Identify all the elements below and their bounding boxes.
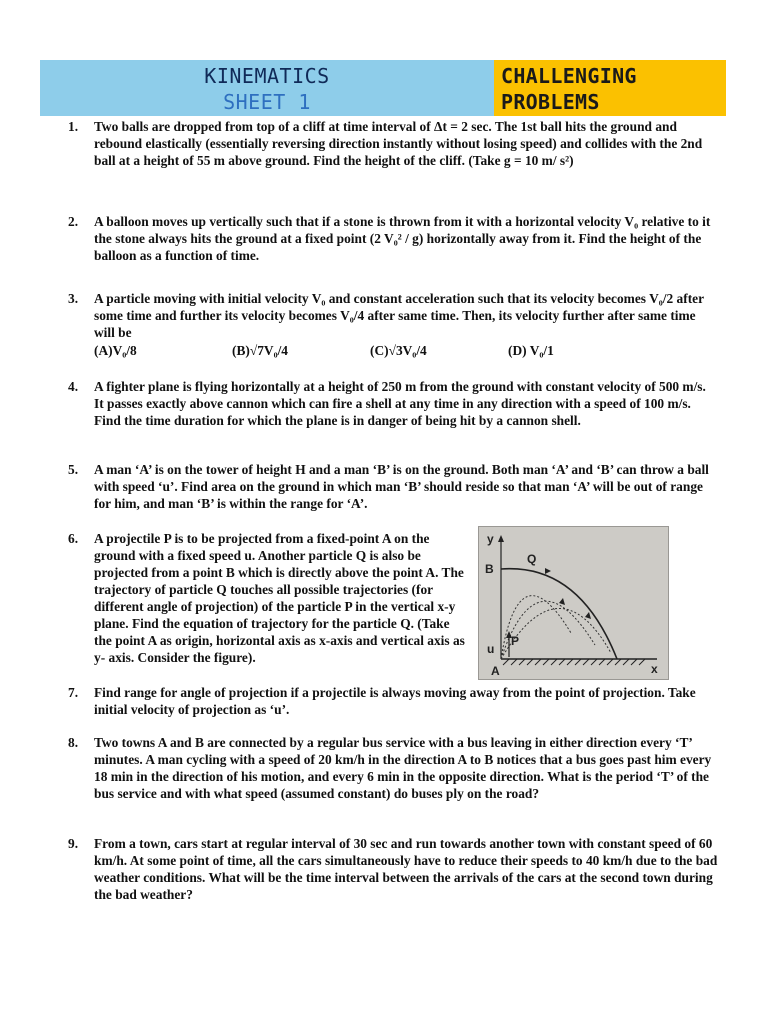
question-6 (68, 530, 468, 666)
question-text: From a town, cars start at regular interval of 30 sec and run towards another town with constant speed of 60 km/h. At some point of time, all the cars simultaneously have to reduce their speeds to 40 km/h due to the bad weather conditions. What will be the time interval between the arrivals of the cars at the second town during the bad weather? (94, 836, 718, 902)
question-number: 7. (68, 685, 79, 700)
question-text: Two towns A and B are connected by a regular bus service with a bus leaving in either direction every ‘T’ minutes. A man cycling with a speed of 20 km/h in the direction A to B notices that a bus goes past him every 18 min in the direction of his motion, and every 6 min in the opposite direction. What is the period ‘T’ of the bus service and with what speed (assumed constant) do buses ply on the road? (94, 735, 712, 801)
question-text: Two balls are dropped from top of a cliff at time interval of Δt = 2 sec. The 1st ball hits the ground and rebound elastically (essentially reversing direction instantly without losing speed) and collides with the 2nd ball at a height of 55 m above ground. Find the height of the cliff. (Take g = 10 m/ s²) (94, 119, 703, 168)
sheet-number: SHEET 1 (223, 90, 311, 114)
label-q: Q (527, 552, 537, 566)
y-axis-arrow (498, 535, 504, 542)
arrow-marker (559, 598, 565, 605)
question-number: 6. (68, 531, 79, 546)
topic-title: KINEMATICS (204, 64, 330, 88)
category-banner (494, 60, 726, 116)
question-text: Find range for angle of projection if a projectile is always moving away from the point of projection. Take initial velocity of projection as ‘u’. (94, 685, 696, 717)
trajectory-p-1 (501, 596, 571, 659)
label-y: y (487, 532, 494, 546)
label-x: x (651, 662, 658, 676)
question-3 (68, 290, 718, 359)
question-number: 9. (68, 836, 79, 851)
question-1 (68, 118, 718, 169)
option-d: (D) V₀/1 (508, 343, 554, 358)
label-b: B (485, 562, 494, 576)
question-5 (68, 461, 718, 512)
question-8 (68, 734, 718, 802)
projectile-figure (478, 526, 669, 680)
ground-hatching (503, 659, 645, 665)
question-2 (68, 213, 718, 264)
question-number: 5. (68, 462, 79, 477)
category-line-2: PROBLEMS (501, 90, 600, 114)
question-number: 2. (68, 214, 79, 229)
question-number: 1. (68, 119, 79, 134)
topic-banner (40, 60, 494, 116)
option-b: (B)√7V₀/4 (232, 343, 288, 358)
question-number: 3. (68, 291, 79, 306)
question-text: A balloon moves up vertically such that if a stone is thrown from it with a horizontal velocity V₀ relative to it the stone always hits the ground at a fixed point (2 V₀² / g) horizontally away from it. Find the height of the balloon as a function of time. (94, 214, 711, 263)
question-number: 8. (68, 735, 79, 750)
label-u: u (487, 642, 495, 656)
option-a: (A)V₀/8 (94, 343, 137, 358)
figure-svg (479, 527, 668, 679)
category-line-1: CHALLENGING (501, 64, 637, 88)
question-text: A particle moving with initial velocity V₀ and constant acceleration such that its velocity becomes V₀/2 after some time and further its velocity becomes V₀/4 after same time. Then, its velocity further after same time will be (94, 291, 704, 340)
question-text: A fighter plane is flying horizontally at a height of 250 m from the ground with constant velocity of 500 m/s. It passes exactly above cannon which can fire a shell at any time in any direction with a speed of 100 m/s. Find the time duration for which the plane is in danger of being hit by a cannon shell. (94, 379, 706, 428)
arrow-marker (585, 612, 591, 619)
question-text: A man ‘A’ is on the tower of height H and a man ‘B’ is on the ground. Both man ‘A’ and ‘B’ can throw a ball with speed ‘u’. Find area on the ground in which man ‘B’ should reside so that man ‘A’ will be out of range for him, and man ‘B’ is within the range for ‘A’. (94, 462, 709, 511)
option-c: (C)√3V₀/4 (370, 343, 427, 358)
question-4 (68, 378, 718, 429)
question-text: A projectile P is to be projected from a fixed-point A on the ground with a fixed speed u. Another particle Q is also be projected from a point B which is directly above the point A. The trajectory of particle Q touches all possible trajectories (for different angle of projection) of the particle P in the vertical x-y plane. Find the equation of trajectory for the particle Q. (Take the point A as origin, horizontal axis as x-axis and vertical axis as y- axis. Consider the figure). (94, 531, 465, 665)
label-p: P (511, 634, 520, 648)
question-9 (68, 835, 718, 903)
question-number: 4. (68, 379, 79, 394)
arrow-marker (545, 568, 551, 574)
label-a: A (491, 664, 500, 678)
question-7 (68, 684, 718, 718)
answer-options (94, 342, 718, 359)
sheet-header (40, 60, 726, 116)
